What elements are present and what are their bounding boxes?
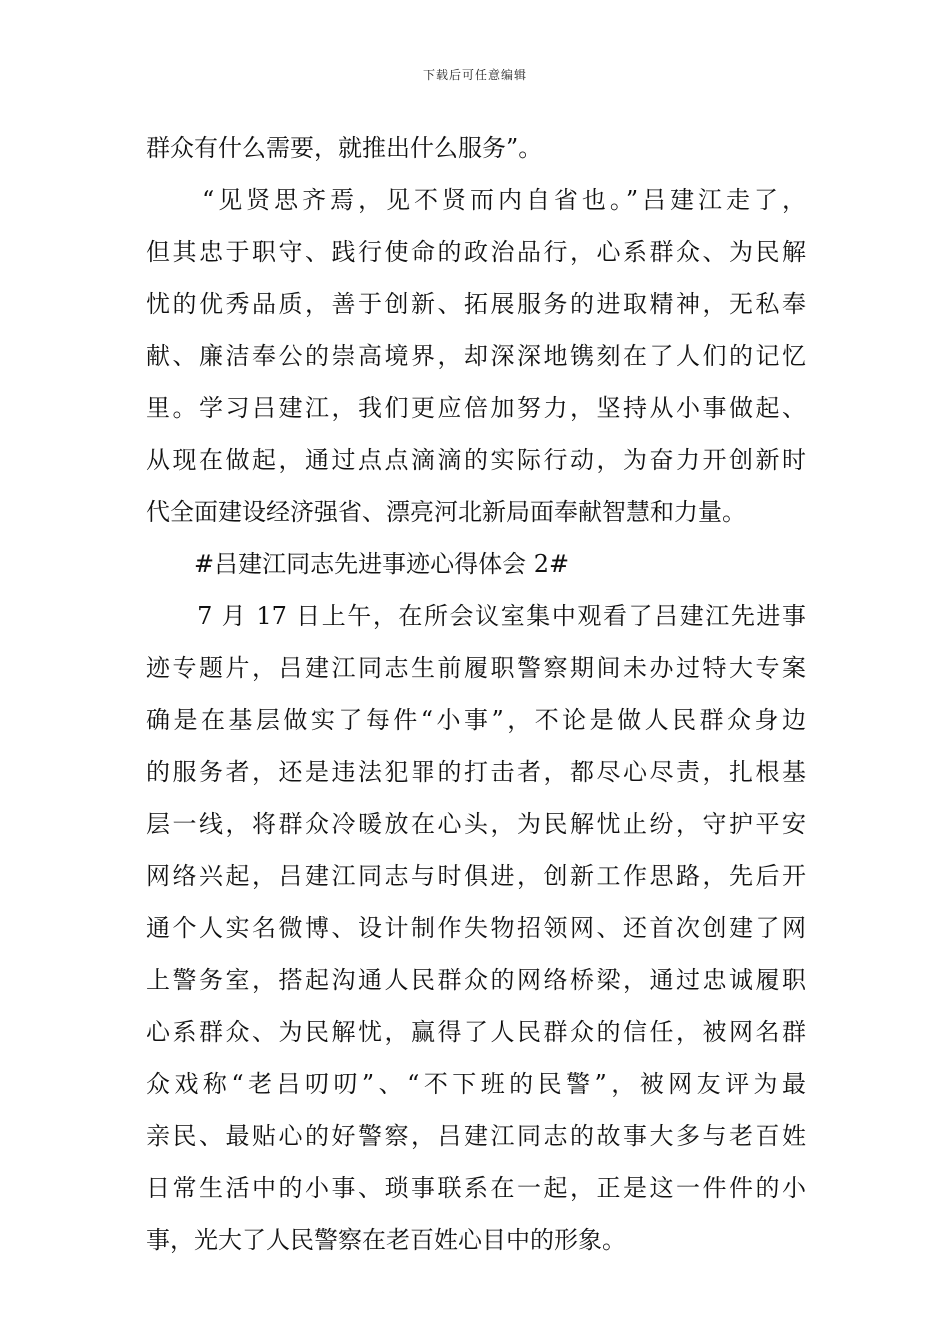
text-line: 日常生活中的小事、琐事联系在一起，正是这一件件的小 bbox=[146, 1174, 806, 1202]
text-line: 确是在基层做实了每件“小事”，不论是做人民群众身边 bbox=[146, 706, 806, 734]
section-heading: #吕建江同志先进事迹心得体会 2# bbox=[146, 550, 570, 578]
text-line: 7 月 17 日上午，在所会议室集中观看了吕建江先进事 bbox=[146, 602, 806, 630]
text-line: 里。学习吕建江，我们更应倍加努力，坚持从小事做起、 bbox=[146, 394, 806, 422]
text-line: 层一线，将群众冷暖放在心头，为民解忧止纷，守护平安 bbox=[146, 810, 806, 838]
text-line: 代全面建设经济强省、漂亮河北新局面奉献智慧和力量。 bbox=[146, 498, 746, 526]
text-line: 群众有什么需要，就推出什么服务”。 bbox=[146, 134, 543, 162]
text-line: 心系群众、为民解忧，赢得了人民群众的信任，被网名群 bbox=[146, 1018, 806, 1046]
text-line: 众戏称“老吕叨叨”、“不下班的民警”，被网友评为最 bbox=[146, 1070, 806, 1098]
text-line: 网络兴起，吕建江同志与时俱进，创新工作思路，先后开 bbox=[146, 862, 806, 890]
text-line: “见贤思齐焉，见不贤而内自省也。”吕建江走了， bbox=[146, 186, 806, 214]
text-line: 从现在做起，通过点点滴滴的实际行动，为奋力开创新时 bbox=[146, 446, 806, 474]
text-line: 迹专题片，吕建江同志生前履职警察期间未办过特大专案 bbox=[146, 654, 806, 682]
text-line: 事，光大了人民警察在老百姓心目中的形象。 bbox=[146, 1226, 626, 1254]
text-line: 通个人实名微博、设计制作失物招领网、还首次创建了网 bbox=[146, 914, 806, 942]
text-line: 的服务者，还是违法犯罪的打击者，都尽心尽责，扎根基 bbox=[146, 758, 806, 786]
body-text bbox=[146, 122, 806, 1266]
text-line: 亲民、最贴心的好警察，吕建江同志的故事大多与老百姓 bbox=[146, 1122, 806, 1150]
text-line: 忧的优秀品质，善于创新、拓展服务的进取精神，无私奉 bbox=[146, 290, 806, 318]
header-note: 下载后可任意编辑 bbox=[422, 68, 527, 82]
text-line: 献、廉洁奉公的崇高境界，却深深地镌刻在了人们的记忆 bbox=[146, 342, 806, 370]
text-line: 上警务室，搭起沟通人民群众的网络桥梁，通过忠诚履职 bbox=[146, 966, 806, 994]
text-line: 但其忠于职守、践行使命的政治品行，心系群众、为民解 bbox=[146, 238, 806, 266]
